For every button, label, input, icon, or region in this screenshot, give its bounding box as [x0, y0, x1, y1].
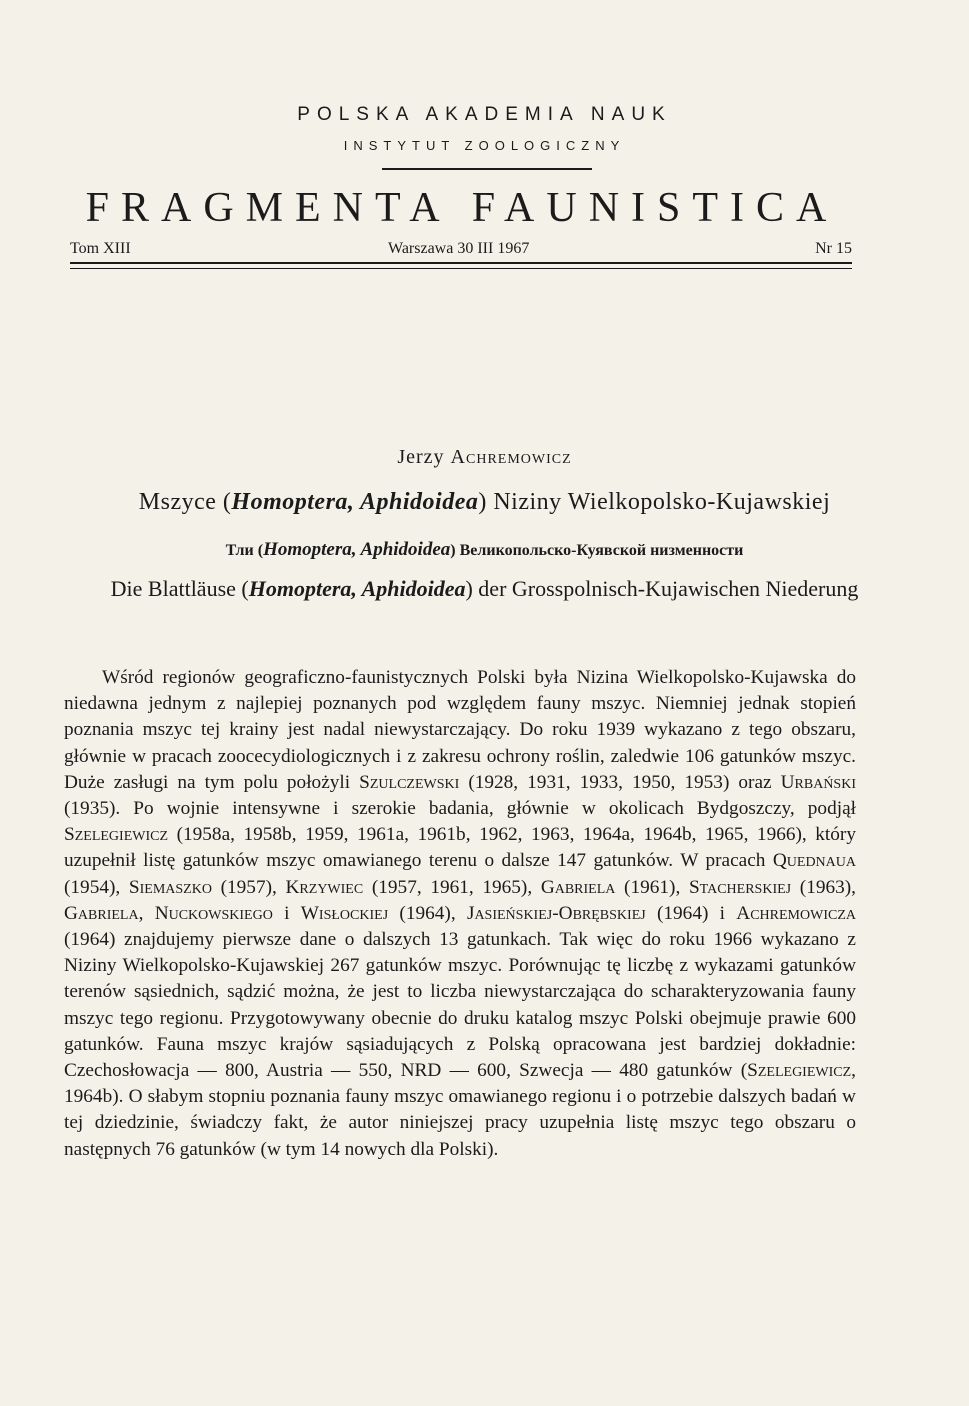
body-text-run: , 1964b). O słabym stopniu poznania fauny mszyc omawianego regionu i o potrzebie dalszych badań w tej dziedzinie, świadczy fakt, że autor niniejszej pracy uzupełnia listę mszyc tego obszaru o następnych 76 gatunków (w tym 14 nowych dla Polski).: [64, 1060, 856, 1160]
title-pl-pre: Mszyce (: [138, 489, 232, 515]
cited-author: Jasieńskiej-Obrębskiej: [466, 902, 646, 924]
cited-author: Achremowicza: [736, 902, 856, 924]
body-text-run: (1957),: [211, 876, 286, 898]
title-ru-post: ) Великопольско-Куявской низменности: [450, 542, 744, 559]
cited-author: Krzywiec: [285, 876, 364, 898]
body-text-run: (1958a, 1958b, 1959, 1961a, 1961b, 1962, 1963, 1964a, 1964b, 1965, 1966), który uzupełnił listę gatunków mszyc omawianego terenu o dalsze 147 gatunków. W pracach: [64, 824, 856, 872]
cited-author: Urbański: [780, 771, 856, 793]
article-title-russian: [0, 539, 969, 561]
title-ru-pre: Тли (: [225, 542, 264, 559]
body-text-run: i: [272, 902, 301, 924]
body-text-run: (1964) znajdujemy pierwsze dane o dalszych 13 gatunkach. Tak więc do roku 1966 wykazano z Niziny Wielkopolsko-Kujawskiej 267 gatunków mszyc. Porównując tę liczbę z wykazami gatunków terenów sąsiednich, sądzić można, że jest to liczba niewystarczająca do scharakteryzowania fauny mszyc tego regionu. Przygotowywany obecnie do druku katalog mszyc Polski obejmuje prawie 600 gatunków. Fauna mszyc krajów sąsiadujących z Polską opracowana jest bardziej dokładnie: Czechosłowacja — 800, Austria — 550, NRD — 600, Szwecja — 480 gatunków (: [64, 929, 856, 1082]
article-title-german: [62, 576, 907, 601]
article-title-polish: [0, 489, 969, 516]
institute-name: INSTYTUT ZOOLOGICZNY: [343, 138, 626, 153]
cited-author: Gabriela: [540, 876, 616, 898]
body-text-run: (1935). Po wojnie intensywne i szerokie badania, głównie w okolicach Bydgoszczy, podjął: [64, 798, 856, 820]
title-de-post: ) der Grosspolnisch-Kujawischen Niederung: [465, 576, 859, 601]
title-pl-taxa: Homoptera, Aphidoidea: [231, 489, 479, 515]
cited-author: Nuckowskiego: [154, 902, 273, 924]
header-double-rule: [70, 262, 852, 269]
body-text-run: ,: [138, 902, 155, 924]
body-text-run: (1964),: [388, 902, 467, 924]
cited-author: Stacherskiej: [688, 876, 792, 898]
academy-name: POLSKA AKADEMIA NAUK: [297, 104, 672, 125]
title-pl-post: ) Niziny Wielkopolsko-Kujawskiej: [478, 489, 831, 515]
author-first-name: Jerzy: [397, 446, 445, 468]
title-ru-taxa: Homoptera, Aphidoidea: [263, 539, 451, 560]
journal-title: FRAGMENTA FAUNISTICA: [85, 185, 839, 231]
issue-date: Warszawa 30 III 1967: [388, 240, 530, 257]
title-de-pre: Die Blattläuse (: [110, 576, 249, 601]
body-text-run: (1928, 1931, 1933, 1950, 1953) oraz: [459, 771, 781, 793]
title-de-taxa: Homoptera, Aphidoidea: [248, 576, 466, 601]
issue-meta-row: [70, 240, 852, 260]
body-paragraph: [64, 665, 856, 1163]
cited-author: Szelegiewicz: [747, 1060, 852, 1082]
cited-author: Szelegiewicz: [64, 824, 169, 846]
cited-author: Quednaua: [772, 850, 856, 872]
body-text-run: Wśród regionów geograficzno-faunistycznych Polski była Nizina Wielkopolsko-Kujawska do niedawna jednym z najlepiej poznanych pod względem fauny mszyc. Niemniej jednak stopień poznania mszyc tej krainy jest nadal niewystarczający. Do roku 1939 wykazano z tego obszaru, głównie w pracach zoocecydiologicznych i z zakresu ochrony roślin, zaledwie 106 gatunków mszyc. Duże zasługi na tym polu położyli: [64, 667, 856, 793]
cited-author: Siemaszko: [128, 876, 212, 898]
body-text-run: (1961),: [615, 876, 689, 898]
body-text-run: (1964) i: [645, 902, 737, 924]
cited-author: Wisłockiej: [300, 902, 389, 924]
cited-author: Szulczewski: [359, 771, 460, 793]
article-body: [64, 665, 856, 1163]
article-author: [0, 446, 969, 469]
body-text-run: (1963),: [791, 876, 857, 898]
author-last-name: Achremowicz: [450, 446, 572, 468]
body-text-run: (1954),: [64, 876, 129, 898]
cited-author: Gabriela: [64, 902, 139, 924]
header-short-rule: [382, 168, 592, 170]
body-text-run: (1957, 1961, 1965),: [363, 876, 541, 898]
volume-label: Tom XIII: [70, 240, 131, 257]
issue-number: Nr 15: [815, 240, 852, 257]
